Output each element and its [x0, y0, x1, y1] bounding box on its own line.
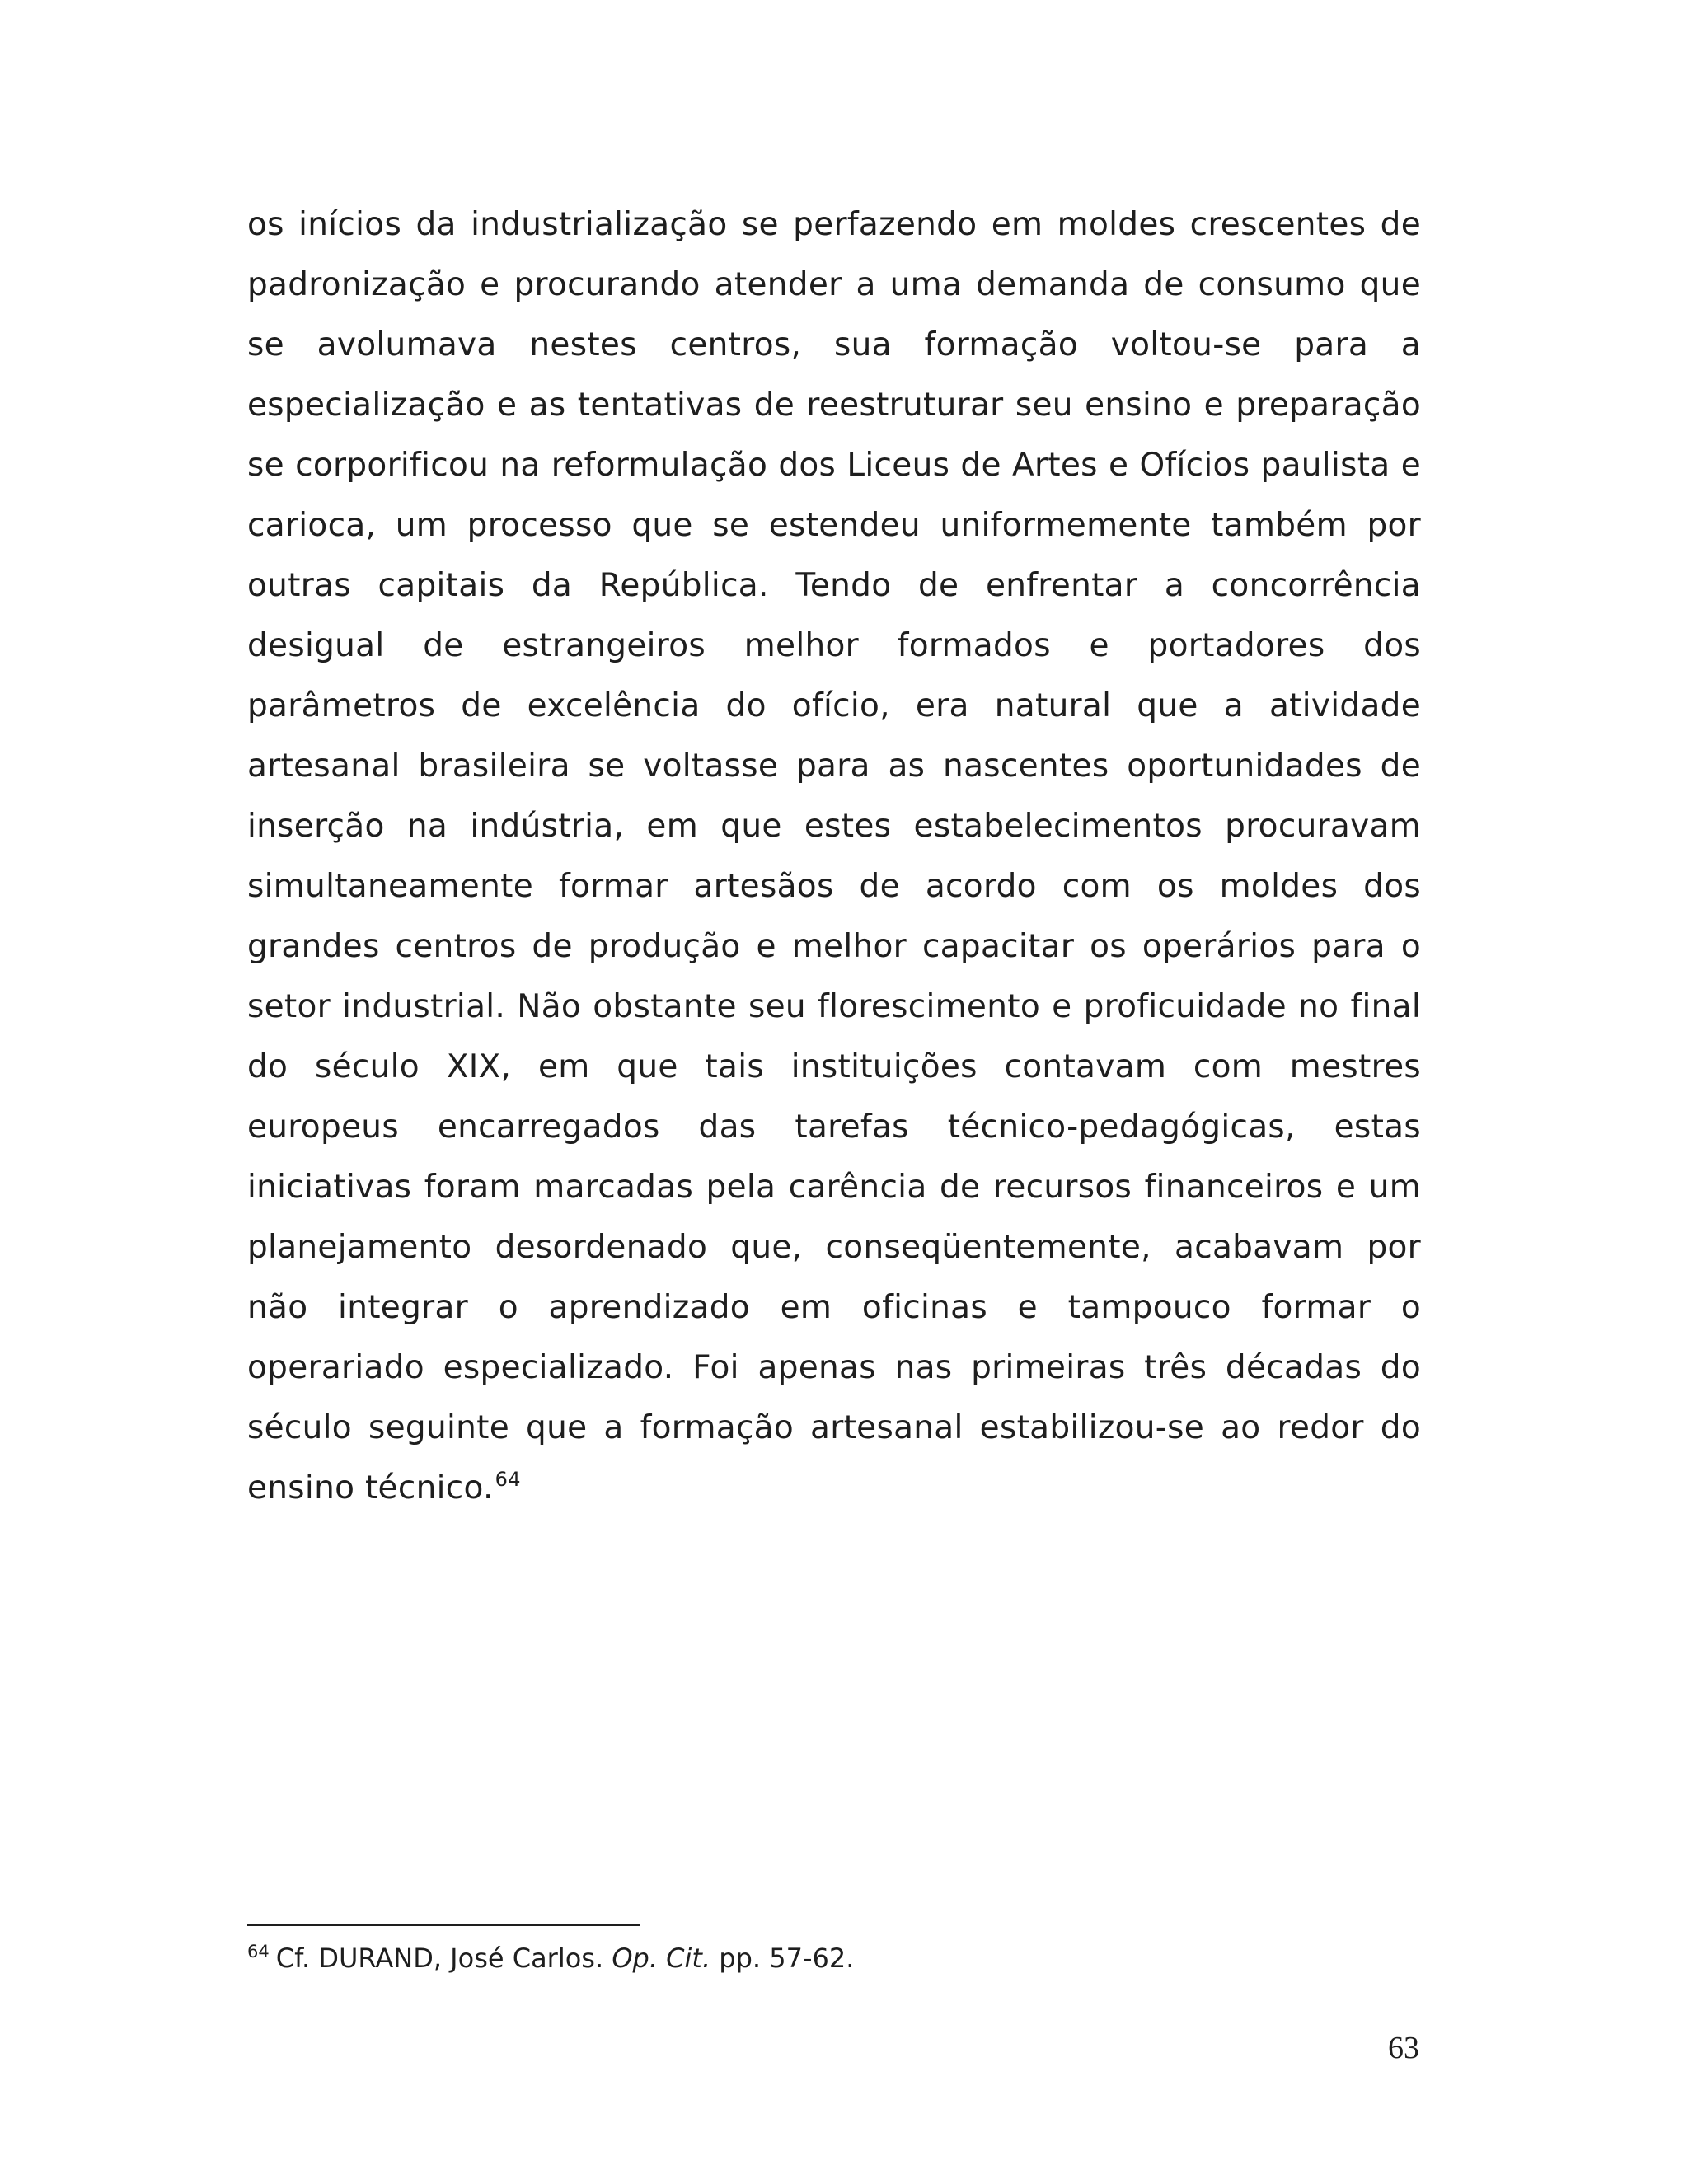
body-line: grandes centros de produção e melhor capacitar os operários para o	[247, 928, 1421, 965]
body-line: setor industrial. Não obstante seu florescimento e proficuidade no final	[247, 988, 1421, 1025]
footnote-reference[interactable]: 64	[495, 1468, 521, 1491]
body-line-last-text: ensino técnico.	[247, 1469, 494, 1507]
body-line: século seguinte que a formação artesanal estabilizou-se ao redor do	[247, 1409, 1421, 1446]
body-line: especialização e as tentativas de reestruturar seu ensino e preparação	[247, 387, 1421, 424]
body-line: padronização e procurando atender a uma demanda de consumo que	[247, 266, 1421, 303]
footnote-separator	[247, 1924, 640, 1926]
body-line: carioca, um processo que se estendeu uniformemente também por	[247, 507, 1421, 544]
body-line: se avolumava nestes centros, sua formação voltou-se para a	[247, 326, 1421, 363]
body-line: os inícios da industrialização se perfazendo em moldes crescentes de	[247, 206, 1421, 243]
footnote	[247, 1942, 1401, 1975]
body-line: inserção na indústria, em que estes estabelecimentos procuravam	[247, 808, 1421, 845]
body-line: se corporificou na reformulação dos Liceus de Artes e Ofícios paulista e	[247, 447, 1421, 484]
body-line: outras capitais da República. Tendo de enfrentar a concorrência	[247, 567, 1421, 604]
footnote-citation-italic: Op. Cit.	[612, 1943, 711, 1974]
body-line: desigual de estrangeiros melhor formados e portadores dos	[247, 627, 1421, 664]
body-line: do século XIX, em que tais instituições contavam com mestres	[247, 1048, 1421, 1085]
body-line: não integrar o aprendizado em oficinas e tampouco formar o	[247, 1289, 1421, 1326]
body-line-last	[247, 1458, 1421, 1518]
page-number: 63	[1388, 2031, 1419, 2065]
body-line: operariado especializado. Foi apenas nas primeiras três décadas do	[247, 1349, 1421, 1386]
body-line: parâmetros de excelência do ofício, era natural que a atividade	[247, 687, 1421, 724]
body-paragraph	[247, 194, 1421, 1518]
body-line: planejamento desordenado que, conseqüentemente, acabavam por	[247, 1229, 1421, 1266]
footnote-citation-prefix: Cf. DURAND, José Carlos.	[275, 1943, 612, 1974]
body-line: artesanal brasileira se voltasse para as nascentes oportunidades de	[247, 748, 1421, 785]
body-line: simultaneamente formar artesãos de acordo com os moldes dos	[247, 868, 1421, 905]
footnote-citation-suffix: pp. 57-62.	[710, 1943, 855, 1974]
body-line: europeus encarregados das tarefas técnico-pedagógicas, estas	[247, 1108, 1421, 1146]
footnote-number: 64	[247, 1942, 270, 1961]
body-line: iniciativas foram marcadas pela carência de recursos financeiros e um	[247, 1169, 1421, 1206]
